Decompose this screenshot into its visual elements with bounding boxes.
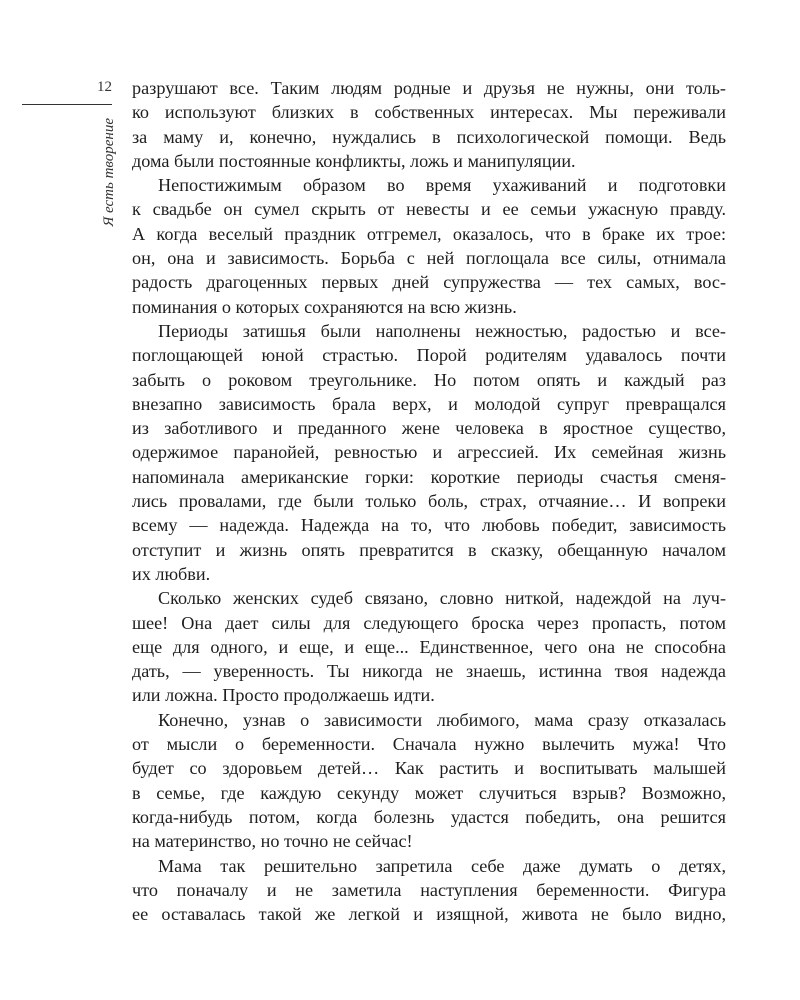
text-line: забыть о роковом треугольнике. Но потом опять и каждый раз	[132, 369, 726, 390]
text-line: А когда веселый праздник отгремел, оказалось, что в браке их трое:	[132, 223, 726, 244]
text-line: Мама так решительно запретила себе даже думать о детях,	[158, 855, 726, 876]
text-line: напоминала американские горки: короткие периоды счастья сменя-	[132, 466, 726, 487]
text-line: из заботливого и преданного жене человека в яростное существо,	[132, 418, 726, 439]
text-line: дать, — уверенность. Ты никогда не знаешь, истинна твоя надежда	[132, 661, 726, 682]
text-line: одержимое паранойей, ревностью и агрессией. Их семейная жизнь	[132, 442, 726, 463]
text-line: в семье, где каждую секунду может случиться взрыв? Возможно,	[132, 782, 726, 803]
text-line: за маму и, конечно, нуждались в психологической помощи. Ведь	[132, 126, 726, 147]
text-line: поглощающей юной страстью. Порой родителям удавалось почти	[132, 345, 726, 366]
text-line: шее! Она дает силы для следующего броска через пропасть, потом	[132, 612, 726, 633]
running-title: Я есть творение	[101, 118, 117, 227]
text-line: их любви.	[132, 563, 211, 584]
text-line: ее оставалась такой же легкой и изящной, живота не было видно,	[132, 904, 726, 925]
text-line: Непостижимым образом во время ухаживаний и подготовки	[158, 175, 726, 196]
text-line: Периоды затишья были наполнены нежностью, радостью и все-	[158, 320, 726, 341]
text-line: будет со здоровьем детей… Как растить и воспитывать малышей	[132, 758, 726, 779]
text-line: на материнство, но точно не сейчас!	[132, 831, 413, 852]
text-line: радость драгоценных первых дней супружества — тех самых, вос-	[132, 272, 726, 293]
page-number: 12	[97, 79, 112, 95]
text-line: когда-нибудь потом, когда болезнь удастся победить, она решится	[132, 806, 726, 827]
text-line: к свадьбе он сумел скрыть от невесты и ее семьи ужасную правду.	[132, 199, 726, 220]
text-line: Конечно, узнав о зависимости любимого, мама сразу отказалась	[158, 709, 726, 730]
header-rule	[22, 104, 112, 105]
text-line: он, она и зависимость. Борьба с ней поглощала все силы, отнимала	[132, 248, 726, 269]
text-line: что поначалу и не заметила наступления беременности. Фигура	[132, 879, 726, 900]
text-line: от мысли о беременности. Сначала нужно вылечить мужа! Что	[132, 734, 726, 755]
text-line: дома были постоянные конфликты, ложь и манипуляции.	[132, 150, 576, 171]
text-line: поминания о которых сохраняются на всю жизнь.	[132, 296, 517, 317]
text-line: еще для одного, и еще, и еще... Единственное, чего она не способна	[132, 636, 726, 657]
text-line: отступит и жизнь опять превратится в сказку, обещанную началом	[132, 539, 726, 560]
text-line: всему — надежда. Надежда на то, что любовь победит, зависимость	[132, 515, 726, 536]
text-line: внезапно зависимость брала верх, и молодой супруг превращался	[132, 393, 726, 414]
text-line: ко используют близких в собственных интересах. Мы переживали	[132, 102, 726, 123]
text-line: Сколько женских судеб связано, словно ниткой, надеждой на луч-	[158, 588, 726, 609]
text-line: лись провалами, где были только боль, страх, отчаяние… И вопреки	[132, 491, 726, 512]
text-line: или ложна. Просто продолжаешь идти.	[132, 685, 435, 706]
text-line: разрушают все. Таким людям родные и друзья не нужны, они толь-	[132, 78, 726, 98]
body-text	[132, 76, 726, 926]
